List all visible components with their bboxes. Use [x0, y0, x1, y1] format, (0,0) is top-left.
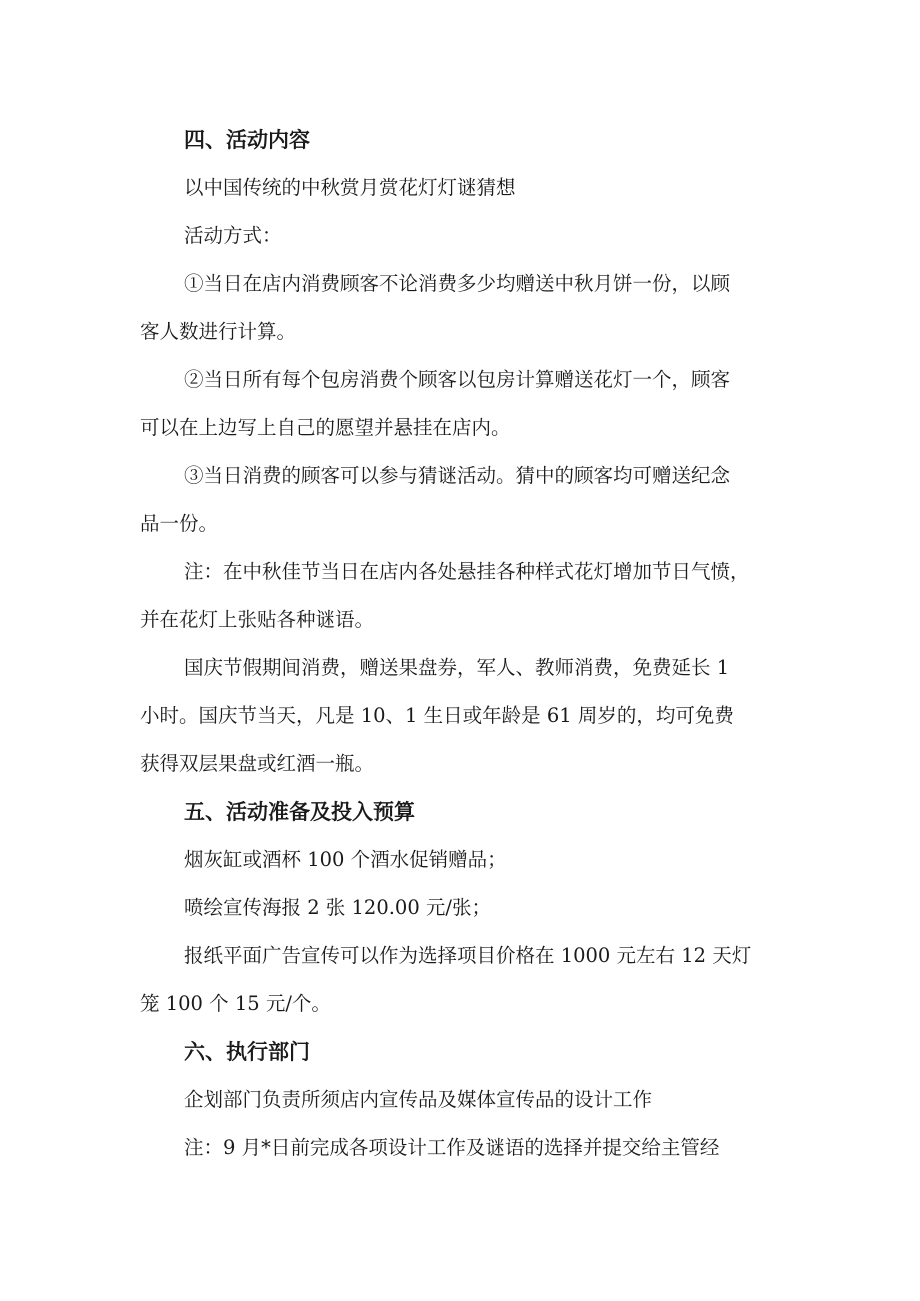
- paragraph: [140, 452, 786, 548]
- paragraph: [140, 932, 786, 1028]
- paragraph: [140, 548, 786, 644]
- paragraph: [140, 644, 786, 788]
- text-line: 可以在上边写上自己的愿望并悬挂在店内。: [140, 416, 511, 439]
- text-line: ③当日消费的顾客可以参与猜谜活动。猜中的顾客均可赠送纪念: [184, 464, 731, 487]
- paragraph: [140, 836, 786, 884]
- text-line: 品一份。: [140, 512, 219, 535]
- text-line: 注：在中秋佳节当日在店内各处悬挂各种样式花灯增加节日气愤，: [184, 560, 750, 583]
- text-line: 客人数进行计算。: [140, 320, 297, 343]
- section-heading-preparation-budget: 五、活动准备及投入预算: [184, 800, 415, 824]
- paragraph: [140, 884, 786, 932]
- text-line: 并在花灯上张贴各种谜语。: [140, 608, 375, 631]
- text-line: 注：9 月*日前完成各项设计工作及谜语的选择并提交给主管经: [184, 1136, 720, 1159]
- text-line: 小时。国庆节当天，凡是 10、1 生日或年龄是 61 周岁的，均可免费: [140, 704, 734, 727]
- section-heading-executing-department: 六、执行部门: [184, 1040, 310, 1064]
- text-line: 获得双层果盘或红酒一瓶。: [140, 752, 375, 775]
- text-line: ①当日在店内消费顾客不论消费多少均赠送中秋月饼一份，以顾: [184, 272, 731, 295]
- paragraph: [140, 260, 786, 356]
- text-line: 报纸平面广告宣传可以作为选择项目价格在 1000 元左右 12 天灯: [184, 944, 752, 967]
- text-line: 烟灰缸或酒杯 100 个酒水促销赠品；: [184, 848, 507, 871]
- document-body: [140, 116, 786, 1172]
- paragraph: [140, 164, 786, 212]
- section-heading-activity-content: 四、活动内容: [184, 128, 310, 152]
- text-line: 活动方式：: [184, 224, 282, 247]
- paragraph: [140, 1076, 786, 1124]
- paragraph: [140, 212, 786, 260]
- text-line: 以中国传统的中秋赏月赏花灯灯谜猜想: [184, 176, 516, 199]
- text-line: ②当日所有每个包房消费个顾客以包房计算赠送花灯一个，顾客: [184, 368, 731, 391]
- text-line: 企划部门负责所须店内宣传品及媒体宣传品的设计工作: [184, 1088, 653, 1111]
- paragraph: [140, 356, 786, 452]
- paragraph: [140, 1124, 786, 1172]
- text-line: 喷绘宣传海报 2 张 120.00 元/张；: [184, 896, 492, 919]
- text-line: 笼 100 个 15 元/个。: [140, 992, 331, 1015]
- text-line: 国庆节假期间消费，赠送果盘券，军人、教师消费，免费延长 1: [184, 656, 730, 679]
